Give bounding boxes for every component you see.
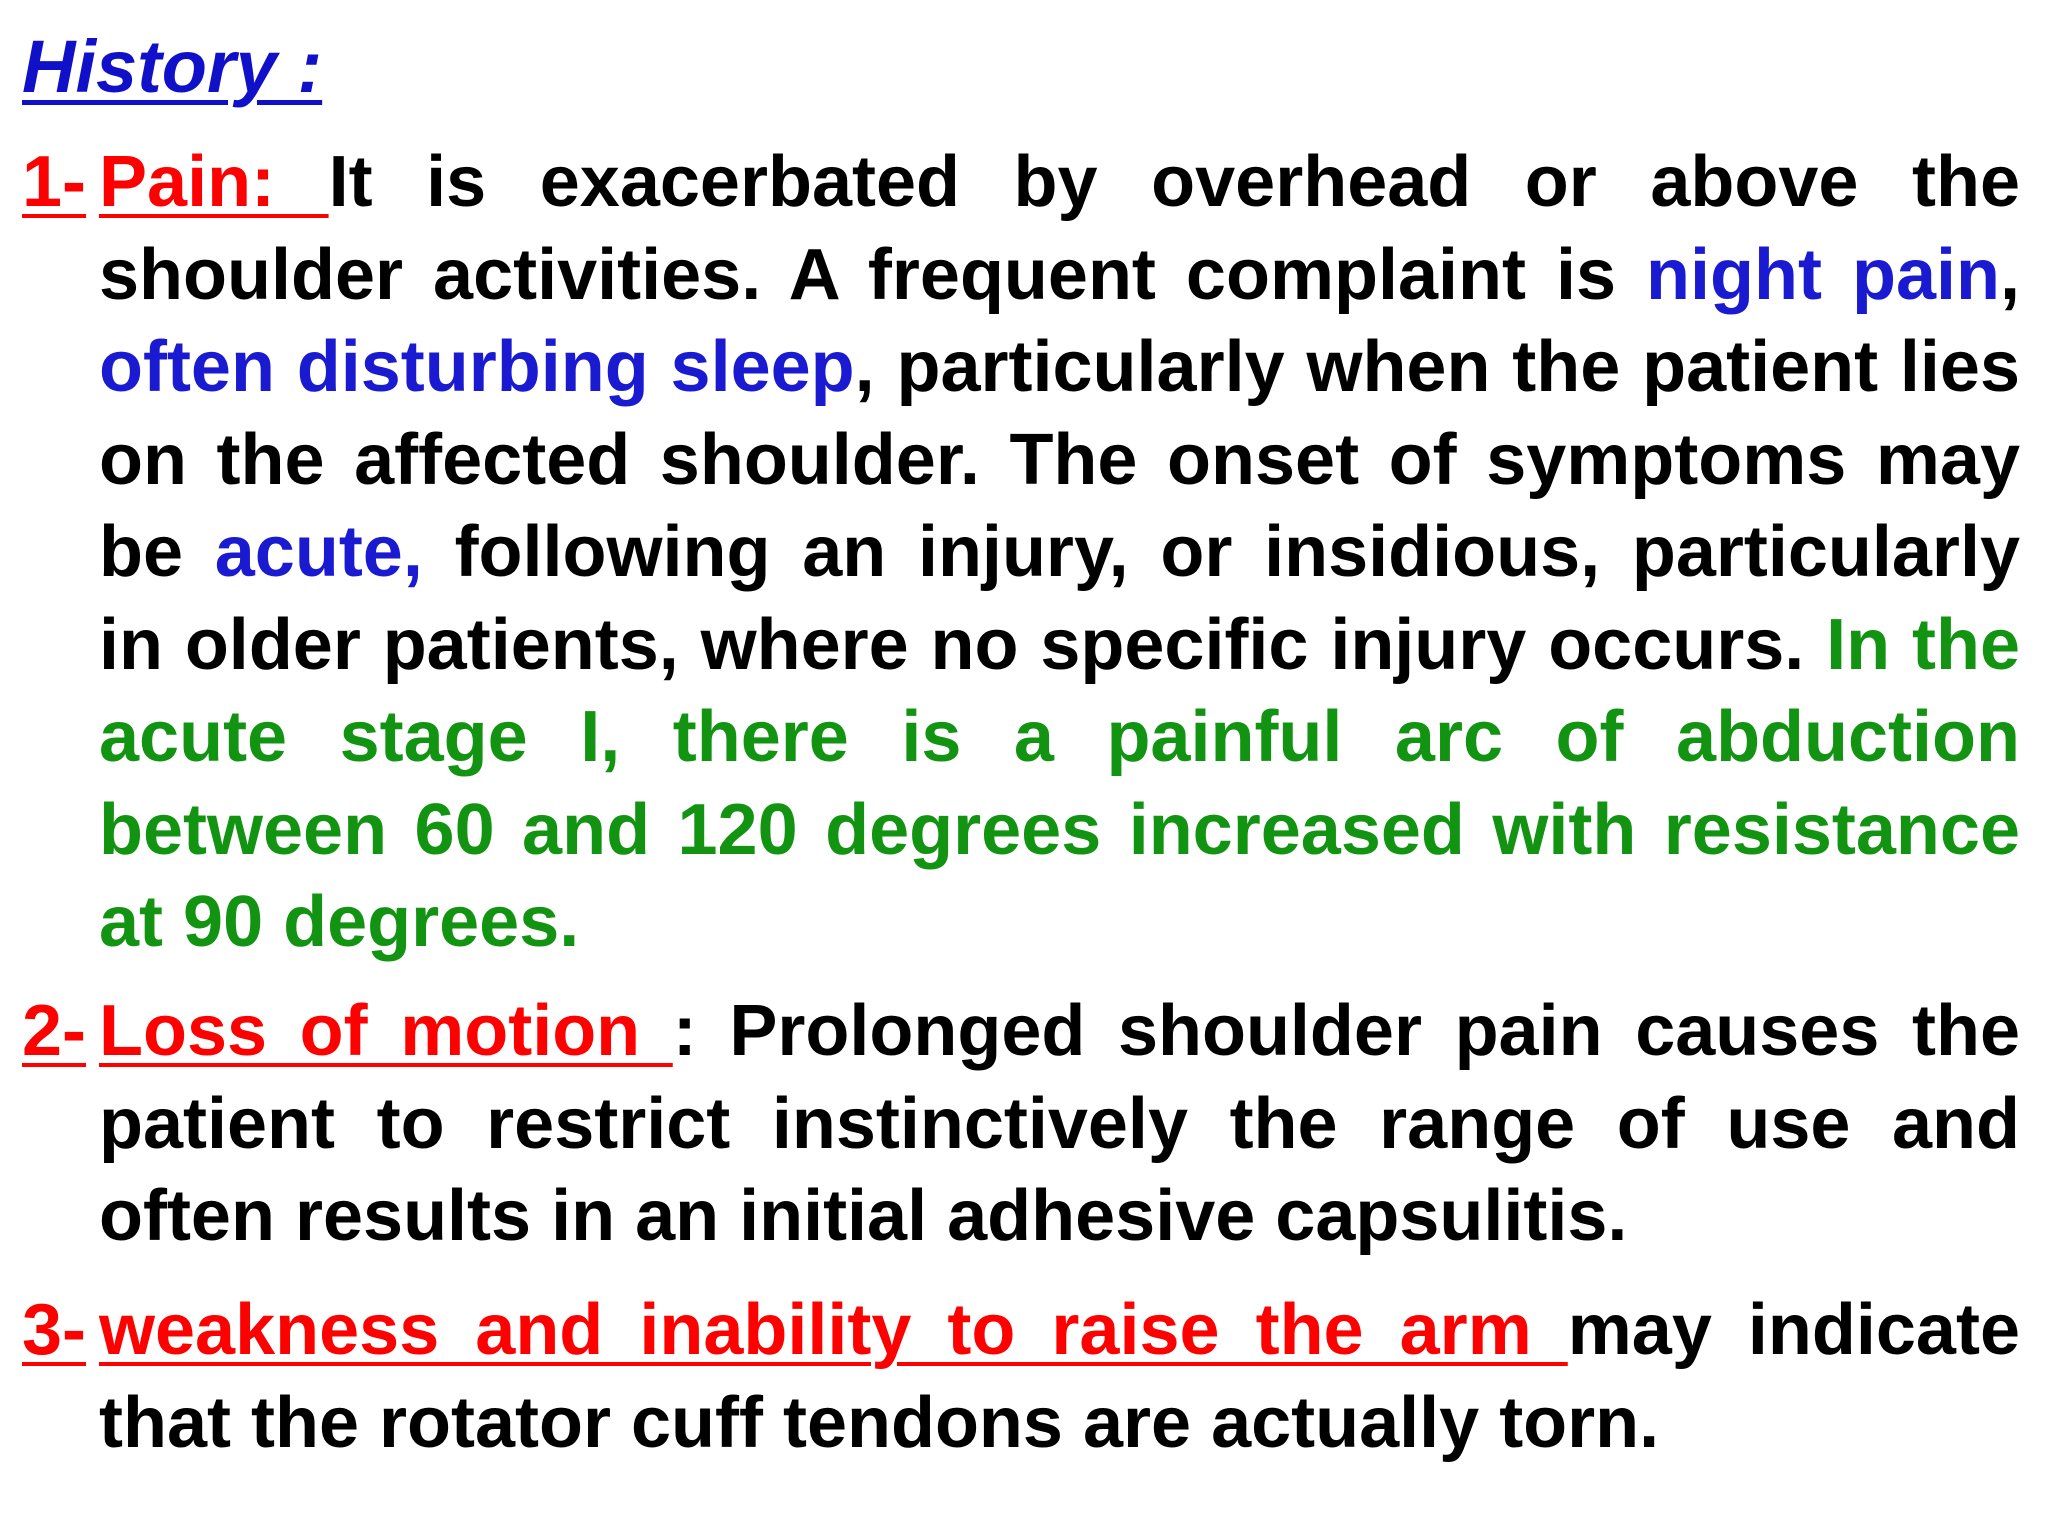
item-heading: weakness and inability to raise the arm — [99, 1290, 1568, 1370]
item-text: It is exacerbated by overhead or above the shoulder activities. A frequent complaint is — [99, 142, 2021, 315]
item-body — [99, 985, 2020, 1263]
item-text: may indicate that the rotator cuff tendons are actually torn. — [99, 1290, 2020, 1463]
item-text: , particularly when the patient lies on the affected shoulder. The onset of symptoms may be — [99, 327, 2020, 592]
item-heading: Pain: — [99, 142, 329, 222]
item-number: 3- — [22, 1290, 87, 1370]
item-text: : Prolonged shoulder pain causes the patient to restrict instinctively the range of use and often results in an initial adhesive capsulitis. — [99, 991, 2020, 1256]
page-title: History : — [22, 25, 323, 108]
item-heading: Loss of motion — [99, 991, 673, 1071]
item-body — [99, 136, 2020, 969]
highlight-text: In the acute stage I, there is a painful arc of abduction between 60 and 120 degrees increased with resistance at 90 degrees. — [99, 604, 2020, 962]
item-text: , — [2000, 234, 2021, 315]
history-item-weakness — [22, 1284, 2020, 1469]
history-item-loss-of-motion — [22, 985, 2020, 1263]
highlight-text: acute, — [214, 512, 423, 592]
item-number: 1- — [22, 142, 87, 222]
item-number: 2- — [22, 991, 87, 1071]
item-text: following an injury, or insidious, particularly in older patients, where no specific injury occurs. — [99, 512, 2020, 685]
highlight-text: night pain — [1646, 234, 2000, 315]
history-item-pain — [22, 136, 2020, 969]
highlight-text: often disturbing sleep — [99, 327, 855, 407]
item-body — [99, 1284, 2020, 1469]
